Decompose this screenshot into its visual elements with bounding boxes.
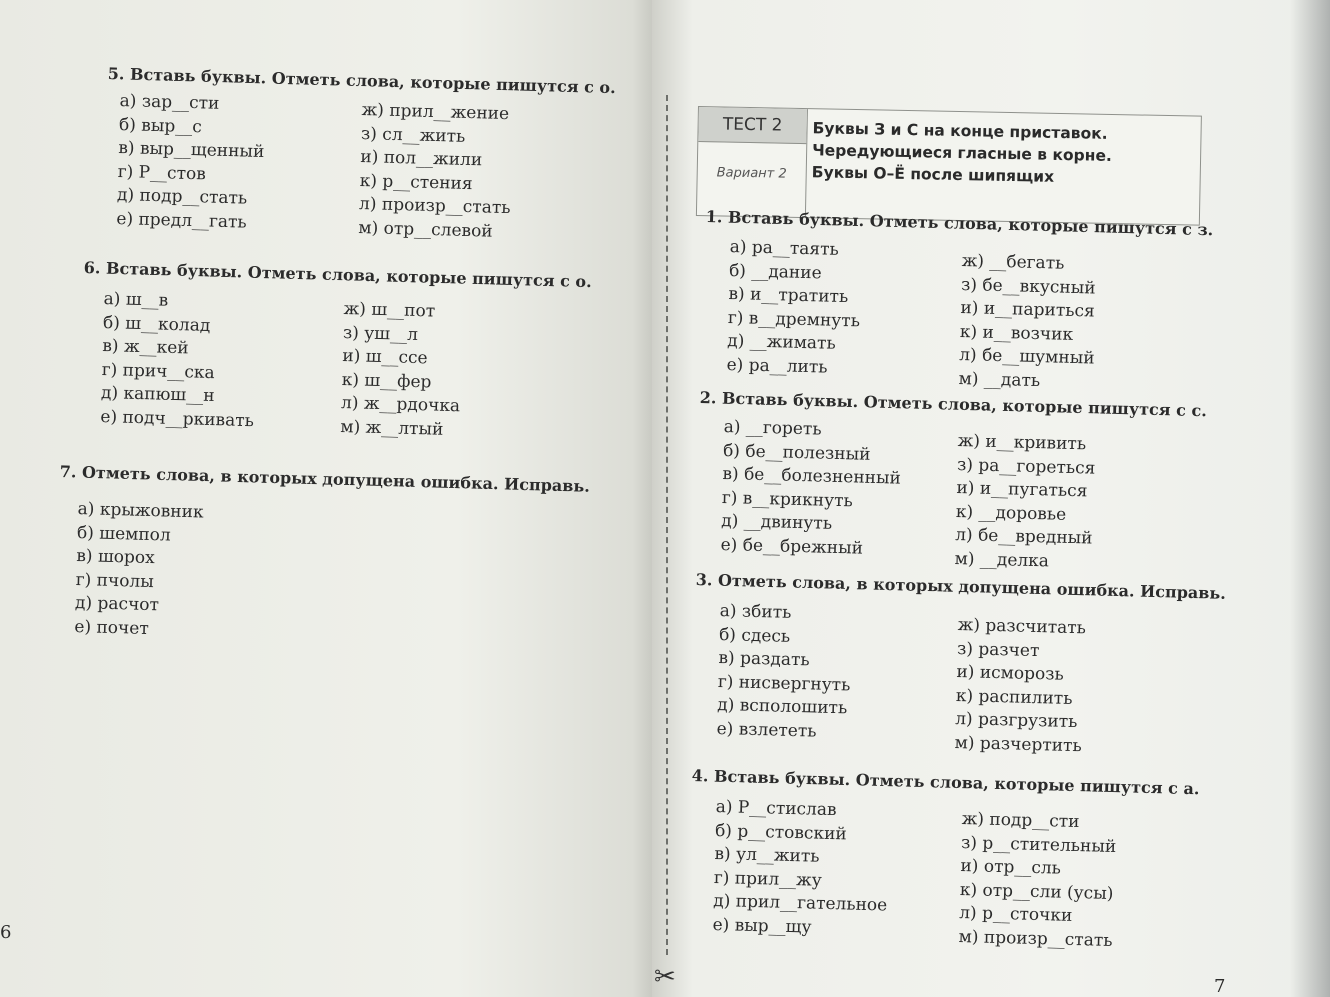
page-number-right: 7 [1214,976,1226,997]
list-item: б) бе__полезный [722,440,871,465]
list-item: е) выр__щу [712,914,812,938]
list-item: м) отр__слевой [358,217,493,242]
list-item: л) ж__рдочка [340,393,461,417]
list-item: з) ра__гореться [956,454,1096,479]
list-item: к) и__возчик [959,321,1074,345]
list-item: е) подч__ркивать [100,406,255,432]
left-page [0,0,652,997]
list-item: г) прич__ска [101,359,215,383]
test-header-box [696,106,1202,226]
task1-col1 [726,236,862,381]
list-item: з) разчет [956,638,1040,661]
list-item: а) Р__стислав [715,796,837,821]
list-item: д) __жимать [726,331,836,355]
topic-line: Буквы О–Ё после шипящих [811,163,1055,186]
list-item: а) ш__в [103,288,169,311]
list-item: к) отр__сли (усы) [959,879,1114,904]
list-item: м) разчертить [954,732,1082,757]
list-item: е) бе__брежный [720,534,864,559]
list-item: ж) ш__пот [343,298,436,322]
list-item: к) ш__фер [341,369,432,393]
topic-line: Чередующиеся гласные в корне. [811,141,1112,165]
task4-title: 4. Вставь буквы. Отметь слова, которые пишутся с а. [691,766,1200,799]
list-item: д) всполошить [716,695,848,719]
list-item: а) зар__сти [119,90,220,114]
list-item: м) __делка [954,548,1050,572]
list-item: м) произр__стать [958,926,1113,951]
task1-col2 [958,250,1097,395]
list-item: б) выр__с [118,114,203,137]
task6-title: 6. Вставь буквы. Отметь слова, которые пишутся с о. [83,258,592,292]
list-item: ж) подр__сти [961,808,1080,833]
list-item: б) р__стовский [714,820,848,845]
list-item: б) ш__колад [102,312,211,336]
topic-line: Буквы З и С на конце приставок. [812,119,1108,143]
list-item: з) уш__л [342,322,419,345]
list-item: а) __гореть [723,416,822,440]
list-item: б) сдесь [718,624,791,647]
list-item: и) отр__сль [960,856,1062,879]
list-item: в) и__тратить [728,284,849,308]
task3-title: 3. Отметь слова, в которых допущена ошибка. Исправь. [695,570,1227,603]
test-topic [812,117,1113,189]
list-item: в) ж__кей [102,336,189,359]
list-item: и) пол__жили [360,147,483,171]
list-item: к) р__стения [359,170,473,194]
list-item: г) прил__жу [713,867,823,891]
list-item: в) бе__болезненный [722,464,902,489]
task2-col1 [720,416,902,562]
list-item: а) крыжовник [77,498,204,523]
list-item: г) нисвергнуть [717,671,851,696]
task5-col2 [358,99,513,245]
list-item: е) взлететь [716,718,817,742]
test-tag: ТЕСТ 2 [698,107,807,144]
task1-title: 1. Вставь буквы. Отметь слова, которые пишутся с з. [705,207,1214,240]
task4-col2 [958,808,1117,954]
list-item: и) и__пугаться [956,478,1088,502]
list-item: и) исморозь [956,662,1065,685]
list-item: г) Р__стов [117,161,207,185]
list-item: и) и__париться [960,298,1095,322]
list-item: е) ра__лить [726,354,828,378]
list-item: д) __двинуть [720,511,833,535]
list-item: з) р__стительный [960,832,1117,857]
page-number-left: 6 [0,922,12,943]
list-item: л) произр__стать [358,194,511,219]
list-item: д) капюш__н [100,383,215,407]
list-item: г) в__дремнуть [727,307,861,332]
task2-title: 2. Вставь буквы. Отметь слова, которые пишутся с с. [699,388,1208,421]
list-item: б) шемпол [76,522,172,546]
task7-title: 7. Отметь слова, в которых допущена ошибка. Исправь. [59,462,591,496]
task2-col2 [954,430,1096,575]
list-item: ж) прил__жение [361,99,510,125]
test-tag-cell [697,107,808,217]
task3-col2 [954,614,1086,759]
task3-col1 [716,600,852,745]
page-shadow [1290,0,1330,997]
list-item: м) __дать [958,368,1041,392]
list-item: в) шорох [76,546,155,569]
list-item: ж) и__кривить [957,430,1087,455]
list-item: е) почет [74,616,150,639]
list-item: л) разгрузить [954,709,1078,733]
list-item: л) бе__вредный [954,525,1093,549]
list-item: д) расчот [74,593,160,616]
list-item: з) сл__жить [360,123,466,147]
list-item: л) р__сточки [958,903,1073,927]
list-item: ж) разсчитать [957,614,1087,639]
list-item: е) предл__гать [116,208,247,233]
list-item: ж) __бегать [961,250,1065,274]
list-item: м) ж__лтый [340,416,444,440]
list-item: а) збить [719,600,792,623]
list-item: д) прил__гательное [712,891,888,916]
scissors-icon: ✂ [654,962,676,992]
task5-col1 [116,90,266,236]
cut-line [666,95,668,955]
variant-label: Вариант 2 [716,164,787,182]
task6-col2 [340,298,463,443]
list-item: в) выр__щенный [118,138,265,163]
list-item: в) раздать [718,648,810,671]
task7-col1 [74,498,204,643]
list-item: к) распилить [955,685,1073,709]
list-item: и) ш__ссе [342,346,428,369]
list-item: в) ул__жить [714,844,820,867]
list-item: л) бе__шумный [958,345,1095,369]
list-item: г) в__крикнуть [721,487,854,512]
list-item: а) ра__таять [729,236,840,260]
list-item: к) __доровье [955,501,1067,525]
list-item: д) подр__стать [116,185,248,209]
task4-col1 [712,796,890,942]
task6-col1 [100,288,257,434]
list-item: б) __дание [728,260,822,284]
task5-title: 5. Вставь буквы. Отметь слова, которые пишутся с о. [107,64,616,98]
list-item: з) бе__вкусный [960,274,1096,299]
list-item: г) пчолы [75,569,155,592]
